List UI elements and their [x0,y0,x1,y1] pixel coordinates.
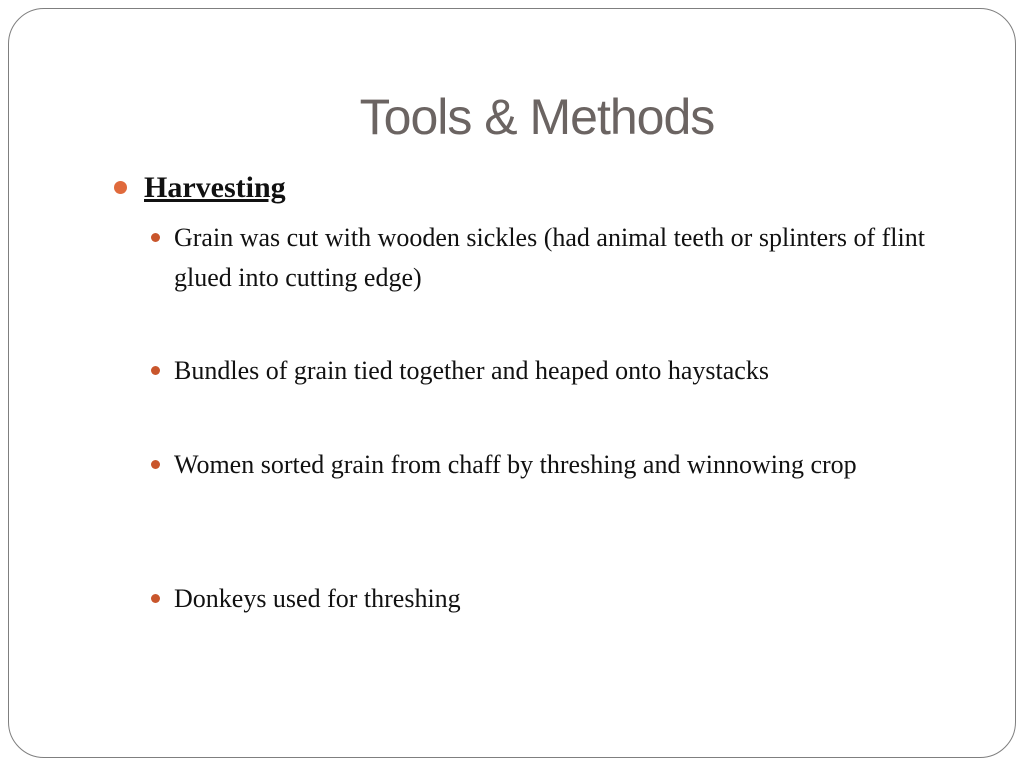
sub-bullet-dot-icon [151,460,160,469]
sub-bullet-dot-icon [151,233,160,242]
sub-item-sickles: Grain was cut with wooden sickles (had animal teeth or splinters of flint glued into cutting edge) [174,223,925,292]
sub-item-donkeys: Donkeys used for threshing [174,584,461,613]
bullet-dot-icon [114,181,127,194]
sub-bullet-dot-icon [151,594,160,603]
sub-bullet-dot-icon [151,366,160,375]
sub-item-bundles: Bundles of grain tied together and heaped onto haystacks [174,356,769,385]
bullet-harvesting: Harvesting [144,171,286,204]
sub-item-threshing: Women sorted grain from chaff by threshing and winnowing crop [174,450,857,479]
slide-title: Tools & Methods [359,89,715,145]
